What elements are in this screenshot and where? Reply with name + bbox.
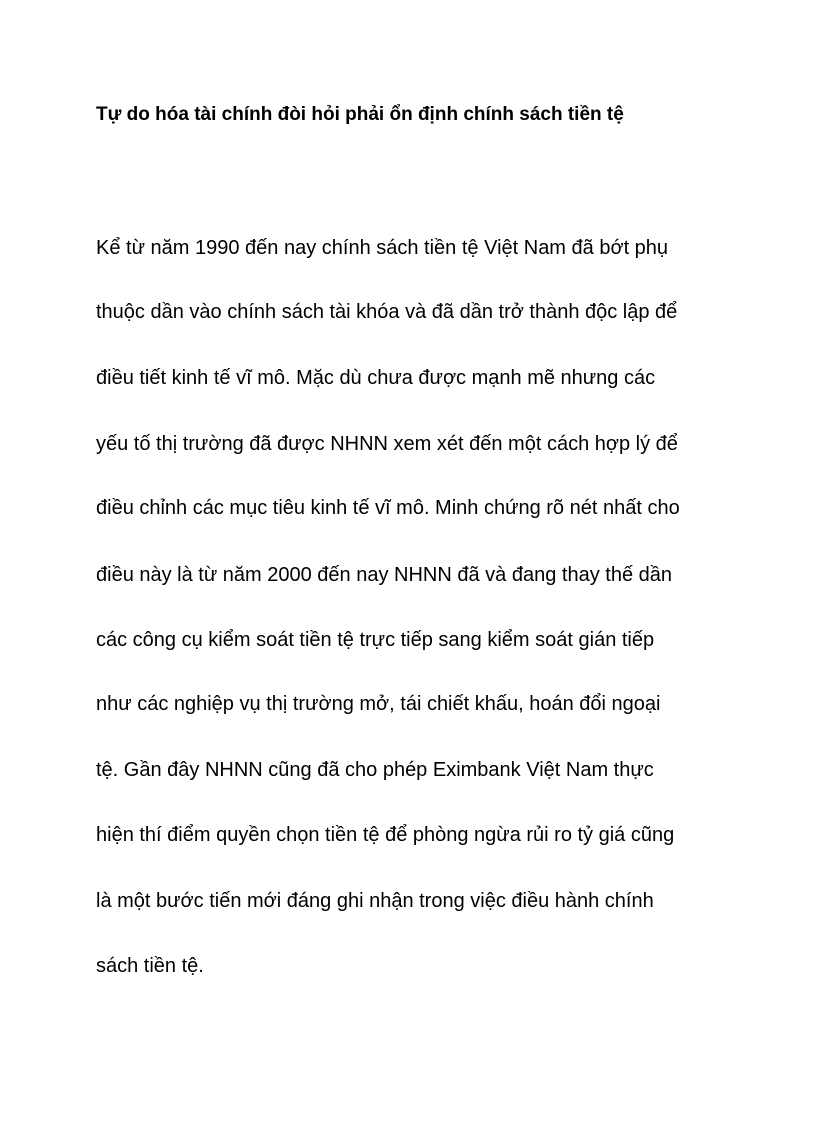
body-line: điều chỉnh các mục tiêu kinh tế vĩ mô. Minh chứng rõ nét nhất cho — [96, 497, 680, 519]
body-line: điều này là từ năm 2000 đến nay NHNN đã và đang thay thế dần — [96, 564, 672, 586]
body-line: thuộc dần vào chính sách tài khóa và đã dần trở thành độc lập để — [96, 301, 678, 323]
body-line: yếu tố thị trường đã được NHNN xem xét đến một cách hợp lý để — [96, 433, 678, 455]
body-line: điều tiết kinh tế vĩ mô. Mặc dù chưa được mạnh mẽ nhưng các — [96, 367, 656, 389]
body-line: các công cụ kiểm soát tiền tệ trực tiếp sang kiểm soát gián tiếp — [96, 629, 655, 651]
body-line: sách tiền tệ. — [96, 955, 204, 977]
body-line: hiện thí điểm quyền chọn tiền tệ để phòng ngừa rủi ro tỷ giá cũng — [96, 824, 675, 846]
body-line: Kể từ năm 1990 đến nay chính sách tiền tệ Việt Nam đã bớt phụ — [96, 237, 669, 259]
document-title: Tự do hóa tài chính đòi hỏi phải ổn định chính sách tiền tệ — [96, 104, 624, 125]
body-line: là một bước tiến mới đáng ghi nhận trong việc điều hành chính — [96, 890, 654, 912]
body-line: tệ. Gần đây NHNN cũng đã cho phép Eximbank Việt Nam thực — [96, 759, 654, 781]
body-line: như các nghiệp vụ thị trường mở, tái chiết khấu, hoán đổi ngoại — [96, 693, 661, 715]
